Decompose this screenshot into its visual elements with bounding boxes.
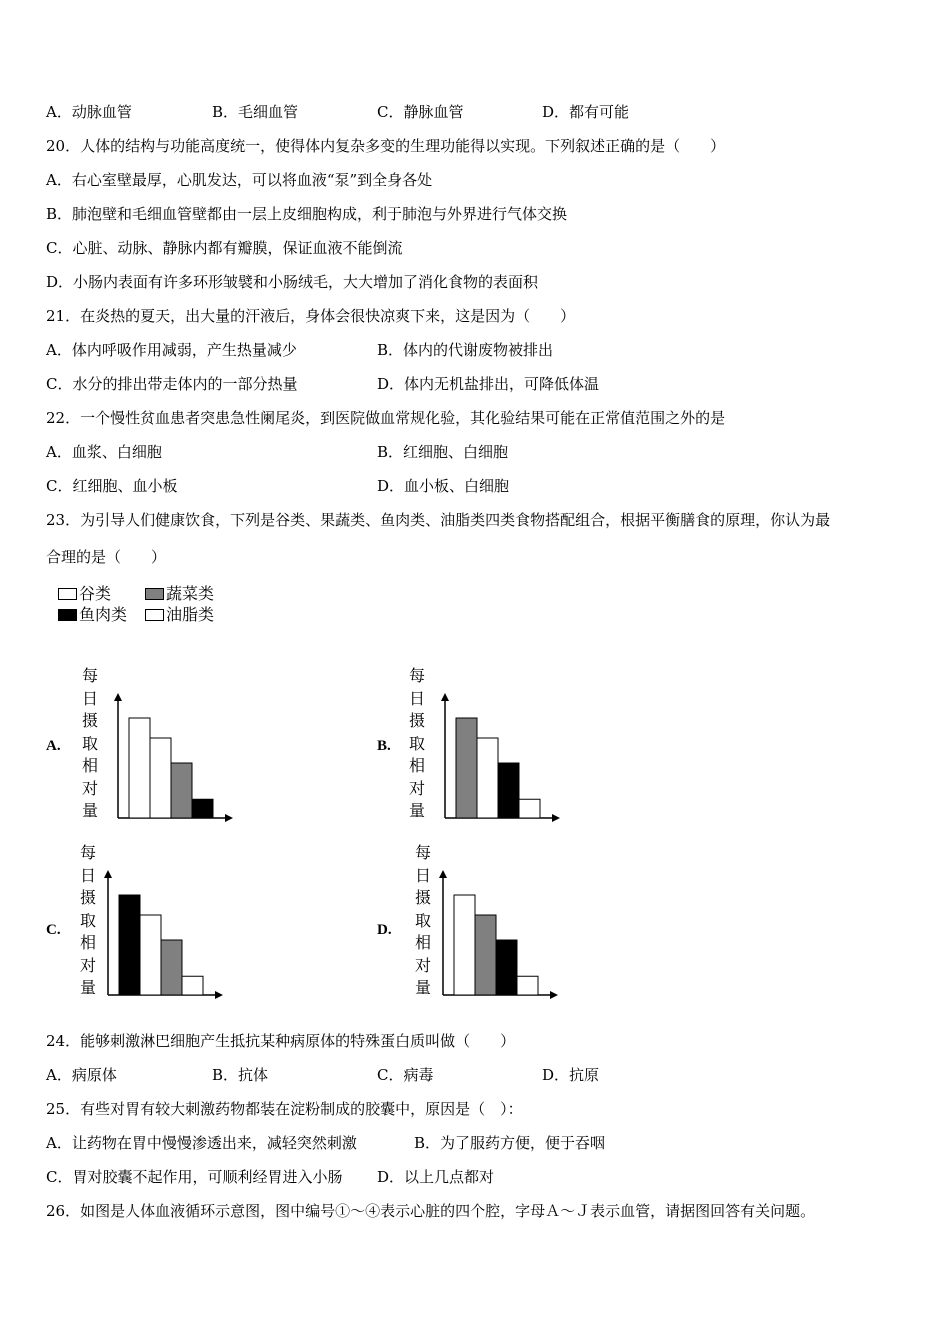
q24-stem: 24．能够刺激淋巴细胞产生抵抗某种病原体的特殊蛋白质叫做（ ）: [46, 1032, 516, 1050]
q20-option-d: D．小肠内表面有许多环形皱襞和小肠绒毛，大大增加了消化食物的表面积: [46, 273, 539, 291]
legend-label-oil: 油脂类: [166, 605, 215, 624]
legend-label-vegetable: 蔬菜类: [166, 584, 215, 603]
ylabel-char: 取: [79, 910, 96, 930]
q26-stem: 26．如图是人体血液循环示意图，图中编号①～④表示心脏的四个腔，字母Ａ～Ｊ表示血管，请据图回答有关问题。: [46, 1202, 816, 1220]
q23-stem-line1: 23．为引导人们健康饮食，下列是谷类、果蔬类、鱼肉类、油脂类四类食物搭配组合，根据平衡膳食的原理，你认为最: [46, 511, 831, 529]
ylabel-char: 日: [414, 865, 431, 885]
q20-option-b: B．肺泡壁和毛细血管壁都由一层上皮细胞构成，利于肺泡与外界进行气体交换: [46, 205, 568, 223]
bar-1: [475, 915, 496, 995]
chart-option-c: [46, 842, 246, 1007]
q25-option-b: B．为了服药方便，便于吞咽: [414, 1134, 606, 1152]
x-axis-arrow: [215, 991, 223, 999]
bar-0: [454, 895, 475, 995]
q21-option-a: A．体内呼吸作用减弱，产生热量减少: [46, 341, 297, 359]
bar-2: [161, 940, 182, 995]
q24-option-c: C．病毒: [377, 1066, 434, 1084]
bar-3: [192, 799, 213, 818]
bar-0: [119, 895, 140, 995]
q22-option-d: D．血小板、白细胞: [377, 477, 510, 495]
q21-option-d: D．体内无机盐排出，可降低体温: [377, 375, 600, 393]
ylabel-char: 摄: [414, 888, 431, 907]
bar-3: [182, 976, 203, 995]
x-axis-arrow: [550, 991, 558, 999]
q21-option-b: B．体内的代谢废物被排出: [377, 341, 554, 359]
bar-2: [496, 940, 517, 995]
chart-a-letter: A.: [46, 738, 61, 754]
q24-option-b: B．抗体: [212, 1066, 269, 1084]
y-axis-arrow: [114, 693, 122, 701]
ylabel-char: 取: [408, 733, 425, 753]
q19-option-c: C．静脉血管: [377, 103, 464, 121]
q22-option-c: C．红细胞、血小板: [46, 477, 178, 495]
q20-option-a: A．右心室壁最厚，心肌发达，可以将血液“泵”到全身各处: [46, 171, 433, 189]
ylabel-char: 日: [408, 688, 425, 708]
bar-3: [519, 799, 540, 818]
ylabel-char: 摄: [408, 711, 425, 730]
ylabel-char: 每: [408, 666, 425, 685]
chart-d-svg: [377, 842, 577, 1007]
ylabel-char: 对: [81, 778, 98, 798]
ylabel-char: 量: [414, 978, 431, 997]
bar-2: [171, 763, 192, 818]
bar-0: [456, 718, 477, 818]
y-axis-arrow: [104, 870, 112, 878]
chart-c-svg: [46, 842, 246, 1007]
bar-3: [517, 976, 538, 995]
legend-swatch-gray: [145, 588, 164, 600]
bar-1: [477, 738, 498, 818]
chart-d-letter: D.: [377, 922, 392, 938]
q24-option-d: D．抗原: [542, 1066, 600, 1084]
ylabel-char: 摄: [81, 711, 98, 730]
ylabel-char: 摄: [79, 888, 96, 907]
ylabel-char: 取: [81, 733, 98, 753]
legend-label-grain: 谷类: [79, 584, 112, 603]
q25-option-d: D．以上几点都对: [377, 1168, 495, 1186]
chart-c-letter: C.: [46, 922, 61, 938]
q24-option-a: A．病原体: [46, 1066, 117, 1084]
bar-1: [140, 915, 161, 995]
chart-b-letter: B.: [377, 738, 391, 754]
ylabel-char: 量: [81, 801, 98, 820]
x-axis-arrow: [225, 814, 233, 822]
legend-swatch-white-2: [145, 609, 164, 621]
q25-stem: 25．有些对胃有较大刺激药物都装在淀粉制成的胶囊中，原因是（ ）：: [46, 1100, 523, 1118]
chart-option-d: [377, 842, 577, 1007]
ylabel-char: 对: [414, 955, 431, 975]
bar-1: [150, 738, 171, 818]
legend-swatch-black: [58, 609, 77, 621]
ylabel-char: 对: [79, 955, 96, 975]
q19-option-a: A．动脉血管: [46, 103, 132, 121]
ylabel-char: 相: [81, 756, 98, 775]
q19-option-b: B．毛细血管: [212, 103, 299, 121]
ylabel-char: 量: [408, 801, 425, 820]
legend-swatch-white: [58, 588, 77, 600]
q21-option-c: C．水分的排出带走体内的一部分热量: [46, 375, 298, 393]
ylabel-char: 每: [414, 843, 431, 862]
ylabel-char: 每: [81, 666, 98, 685]
q20-option-c: C．心脏、动脉、静脉内都有瓣膜，保证血液不能倒流: [46, 239, 403, 257]
bar-0: [129, 718, 150, 818]
bar-2: [498, 763, 519, 818]
legend-label-fishmeat: 鱼肉类: [79, 605, 128, 624]
ylabel-char: 日: [79, 865, 96, 885]
ylabel-char: 每: [79, 843, 96, 862]
chart-option-a: [46, 665, 246, 830]
q20-stem: 20．人体的结构与功能高度统一，使得体内复杂多变的生理功能得以实现。下列叙述正确的是（ ）: [46, 137, 726, 155]
x-axis-arrow: [552, 814, 560, 822]
y-axis-arrow: [439, 870, 447, 878]
q25-option-c: C．胃对胶囊不起作用，可顺利经胃进入小肠: [46, 1168, 343, 1186]
q22-option-b: B．红细胞、白细胞: [377, 443, 509, 461]
ylabel-char: 相: [408, 756, 425, 775]
q22-option-a: A．血浆、白细胞: [46, 443, 162, 461]
q21-stem: 21．在炎热的夏天，出大量的汗液后，身体会很快凉爽下来，这是因为（ ）: [46, 307, 576, 325]
q23-stem-line2: 合理的是（ ）: [46, 548, 167, 566]
chart-a-svg: [46, 665, 246, 830]
q19-option-d: D．都有可能: [542, 103, 630, 121]
ylabel-char: 取: [414, 910, 431, 930]
ylabel-char: 量: [79, 978, 96, 997]
ylabel-char: 日: [81, 688, 98, 708]
chart-b-svg: [377, 665, 577, 830]
ylabel-char: 相: [79, 933, 96, 952]
q25-option-a: A．让药物在胃中慢慢渗透出来，减轻突然刺激: [46, 1134, 357, 1152]
ylabel-char: 相: [414, 933, 431, 952]
y-axis-arrow: [441, 693, 449, 701]
ylabel-char: 对: [408, 778, 425, 798]
chart-option-b: [377, 665, 577, 830]
q22-stem: 22．一个慢性贫血患者突患急性阑尾炎，到医院做血常规化验，其化验结果可能在正常值范围之外的是: [46, 409, 726, 427]
